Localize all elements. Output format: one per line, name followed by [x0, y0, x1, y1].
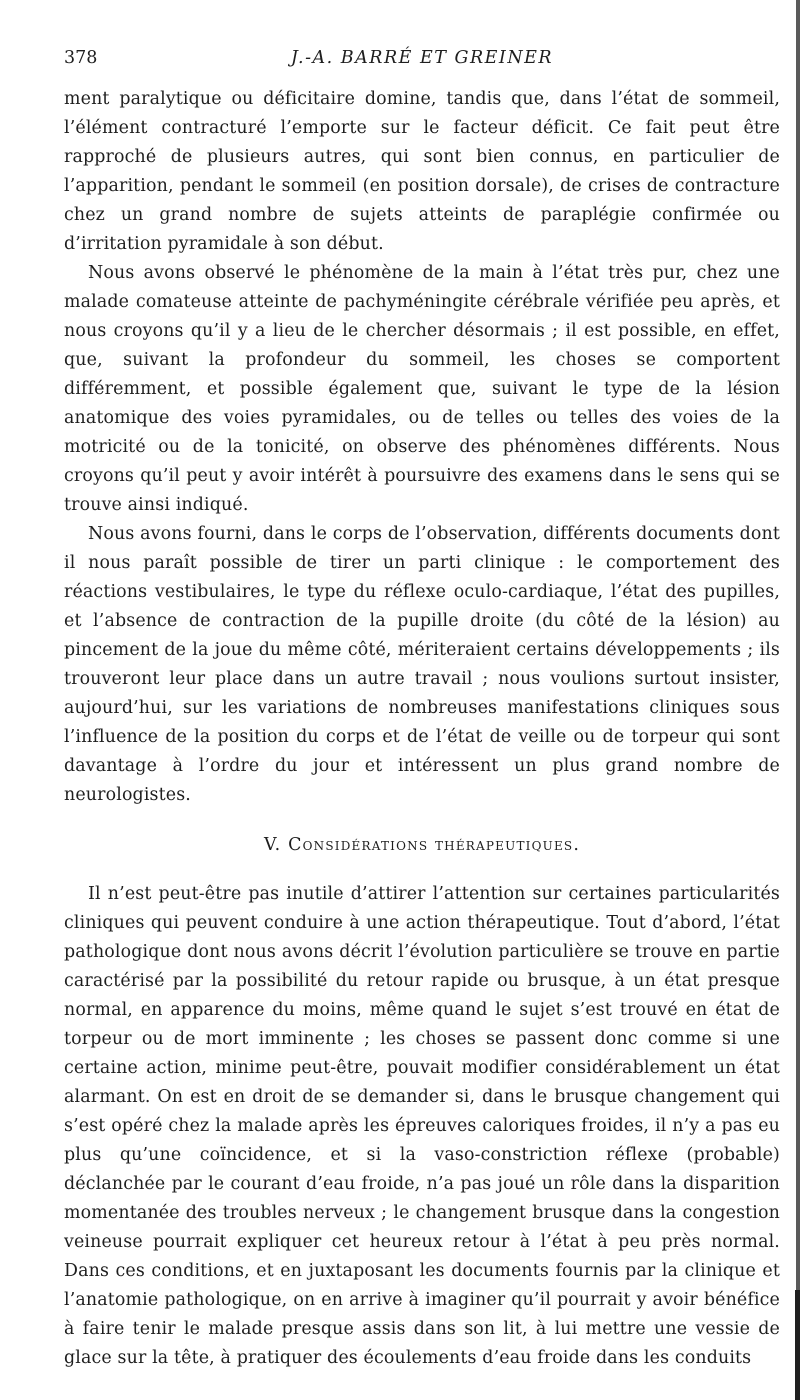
running-title: J.-A. BARRÉ ET GREINER — [290, 48, 554, 68]
scan-edge-shadow — [795, 1290, 800, 1400]
paragraph: Nous avons observé le phénomène de la main à l’état très pur, chez une malade comateuse atteinte de pachyméningite cérébrale vérifiée peu après, et nous croyons qu’il y a lieu de le chercher désormais ; il est possible, en effet, que, suivant la profondeur du sommeil, les choses se comportent différemment, et possible également que, suivant le type de la lésion anatomique des voies pyramidales, ou de telles ou telles des voies de la motricité ou de la tonicité, on observe des phénomènes différents. Nous croyons qu’il peut y avoir intérêt à poursuivre des examens dans le sens qui se trouve ainsi indiqué. — [64, 263, 780, 515]
paragraph: Nous avons fourni, dans le corps de l’observation, différents documents dont il nous paraît possible de tirer un parti clinique : le comportement des réactions vestibulaires, le type du réflexe oculo-cardiaque, l’état des pupilles, et l’absence de contraction de la pupille droite (du côté de la lésion) au pincement de la joue du même côté, mériteraient certains développements ; ils trouveront leur place dans un autre travail ; nous voulions surtout insister, aujourd’hui, sur les variations de nombreuses manifestations cliniques sous l’influence de la position du corps et de l’état de veille ou de torpeur qui sont davantage à l’ordre du jour et intéressent un plus grand nombre de neurologistes. — [64, 524, 780, 805]
paragraph: Il n’est peut-être pas inutile d’attirer l’attention sur certaines particularités cliniques qui peuvent conduire à une action thérapeutique. Tout d’abord, l’état pathologique dont nous avons décrit l’évolution particulière se trouve en partie caractérisé par la possibilité du retour rapide ou brusque, à un état presque normal, en apparence du moins, même quand le sujet s’est trouvé en état de torpeur ou de mort imminente ; les choses se passent donc comme si une certaine action, minime peut-être, pouvait modifier considérablement un état alarmant. On est en droit de se demander si, dans le brusque changement qui s’est opéré chez la malade après les épreuves caloriques froides, il n’y a pas eu plus qu’une coïncidence, et si la vaso-constriction réflexe (probable) déclanchée par le courant d’eau froide, n’a pas joué un rôle dans la disparition momentanée des troubles nerveux ; le changement brusque dans la congestion veineuse pourrait expliquer cet heureux retour à l’état à peu près normal. Dans ces conditions, et en juxtaposant les documents fournis par la clinique et l’anatomie pathologique, on en arrive à imaginer qu’il pourrait y avoir bénéfice à faire tenir le malade presque assis dans son lit, à lui mettre une vessie de glace sur la tête, à pratiquer des écoulements d’eau froide dans les conduits — [64, 884, 780, 1368]
running-header — [64, 48, 780, 78]
page-number: 378 — [64, 48, 98, 68]
scan-page-edge — [796, 0, 800, 1400]
paragraph-continued: ment paralytique ou déficitaire domine, tandis que, dans l’état de sommeil, l’élément contracturé l’emporte sur le facteur déficit. Ce fait peut être rapproché de plusieurs autres, qui sont bien connus, en particulier de l’apparition, pendant le sommeil (en position dorsale), de crises de contracture chez un grand nombre de sujets atteints de paraplégie confirmée ou d’irritation pyramidale à son début. — [64, 89, 780, 254]
body-text — [64, 85, 780, 1373]
section-heading: V. Considérations thérapeutiques. — [263, 835, 581, 855]
